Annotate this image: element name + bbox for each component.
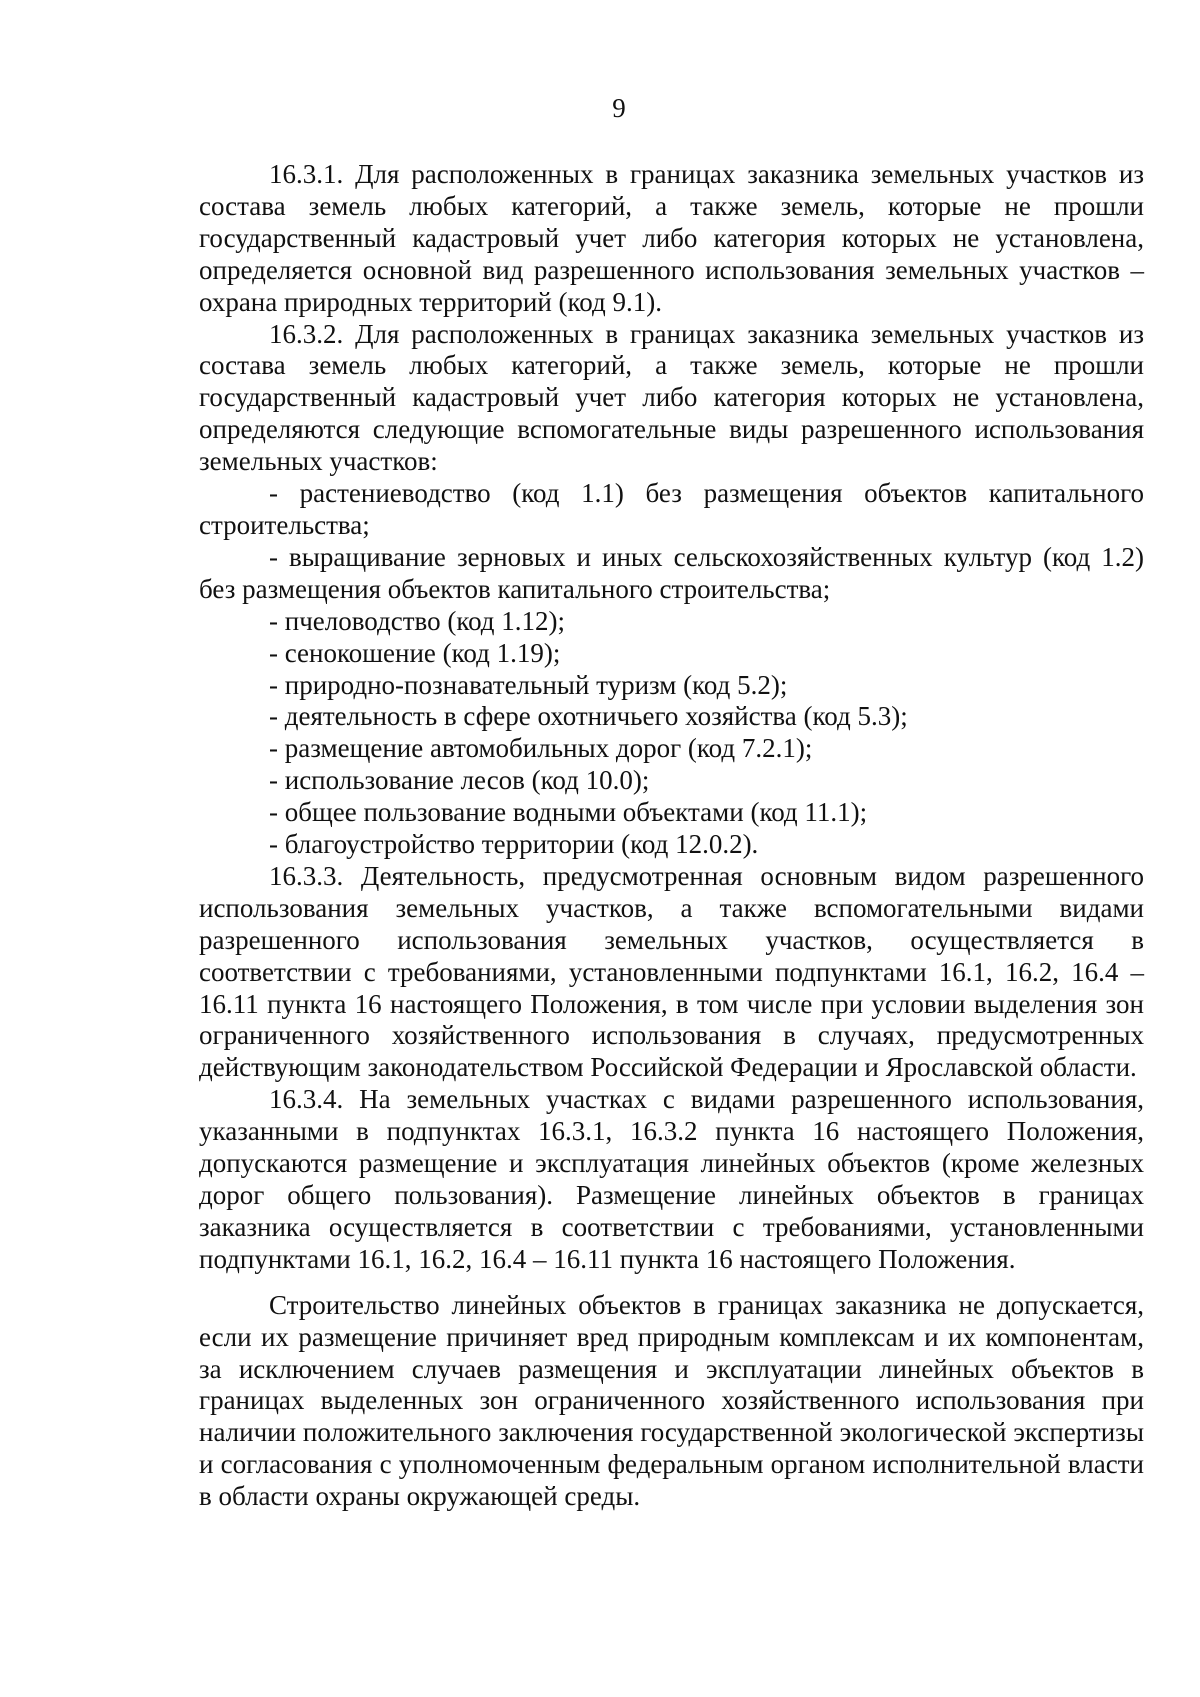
paragraph-gap	[199, 1276, 1144, 1290]
list-item: - общее пользование водными объектами (код 11.1);	[269, 797, 868, 828]
page-number: 9	[612, 93, 626, 123]
list-item: - сенокошение (код 1.19);	[269, 637, 561, 668]
list-item: - размещение автомобильных дорог (код 7.2.1);	[269, 733, 813, 764]
list-item: - пчеловодство (код 1.12);	[269, 605, 566, 636]
list-item: - выращивание зерновых и иных сельскохозяйственных культур (код 1.2) без размещения объектов капитального строительства;	[199, 541, 1144, 604]
paragraph-16-3-4: 16.3.4. На земельных участках с видами разрешенного использования, указанными в подпунктах 16.3.1, 16.3.2 пункта 16 настоящего Положения, допускаются размещение и эксплуатация линейных объектов (кроме железных дорог общего пользования). Размещение линейных объектов в границах заказника осуществляется в соответствии с требованиями, установленными подпунктами 16.1, 16.2, 16.4 – 16.11 пункта 16 настоящего Положения.	[199, 1084, 1144, 1274]
list-item: - благоустройство территории (код 12.0.2).	[269, 829, 759, 860]
list-item: - растениеводство (код 1.1) без размещения объектов капитального строительства;	[199, 478, 1144, 540]
list-item: - деятельность в сфере охотничьего хозяйства (код 5.3);	[269, 701, 908, 732]
paragraph-16-3-3: 16.3.3. Деятельность, предусмотренная основным видом разрешенного использования земельных участков, а также вспомогательными видами разрешенного использования земельных участков, осуществляется в соответствии с требованиями, установленными подпунктами 16.1, 16.2, 16.4 – 16.11 пункта 16 настоящего Положения, в том числе при условии выделения зон ограниченного хозяйственного использования в случаях, предусмотренных действующим законодательством Российской Федерации и Ярославской области.	[199, 860, 1144, 1083]
paragraph-linear-objects: Строительство линейных объектов в границах заказника не допускается, если их размещение причиняет вред природным комплексам и их компонентам, за исключением случаев размещения и эксплуатации линейных объектов в границах выделенных зон ограниченного хозяйственного использования при наличии положительного заключения государственной экологической экспертизы и согласования с уполномоченным федеральным органом исполнительной власти в области охраны окружающей среды.	[199, 1289, 1144, 1512]
list-item: - природно-познавательный туризм (код 5.2);	[269, 669, 788, 700]
paragraph-16-3-2: 16.3.2. Для расположенных в границах заказника земельных участков из состава земель любых категорий, а также земель, которые не прошли государственный кадастровый учет либо категория которых не установлена, определяются следующие вспомогательные виды разрешенного использования земельных участков:	[199, 318, 1144, 477]
paragraph-16-3-1: 16.3.1. Для расположенных в границах заказника земельных участков из состава земель любых категорий, а также земель, которые не прошли государственный кадастровый учет либо категория которых не установлена, определяется основной вид разрешенного использования земельных участков – охрана природных территорий (код 9.1).	[199, 159, 1144, 317]
document-body	[199, 159, 1144, 1513]
list-item: - использование лесов (код 10.0);	[269, 765, 650, 796]
